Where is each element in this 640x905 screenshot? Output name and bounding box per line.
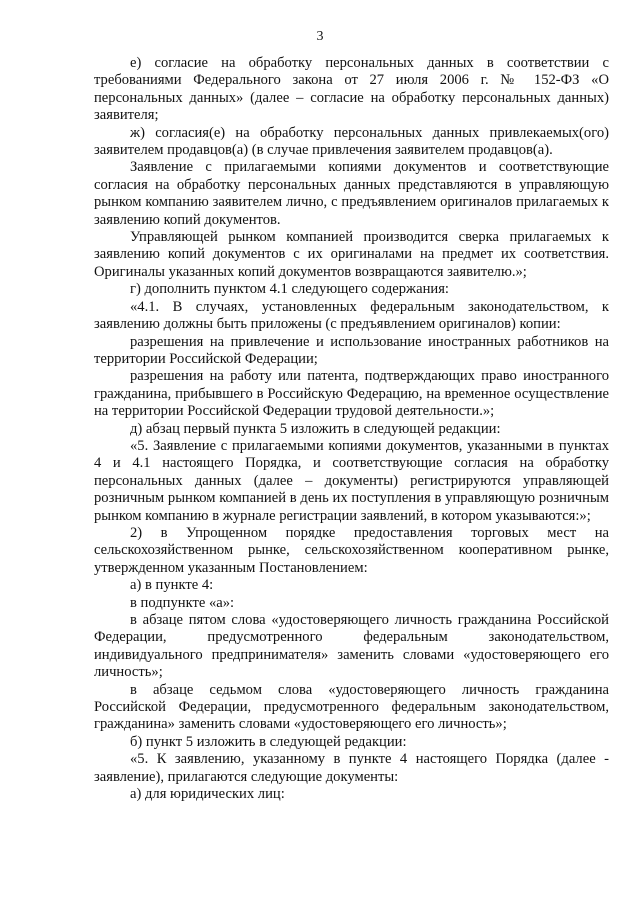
page-number: 3 (316, 29, 324, 44)
paragraph: а) для юридических лиц: (130, 786, 285, 803)
paragraph: Заявление с прилагаемыми копиями документов и соответствующие согласия на обработку персональных данных представляются в управляющую рынком компанию заявителем лично, с предъявлением оригиналов прилагаемых к заявлению копий документов. (94, 159, 609, 228)
paragraph: разрешения на привлечение и использование иностранных работников на территории Российской Федерации; (94, 333, 609, 367)
paragraph: д) абзац первый пункта 5 изложить в следующей редакции: (130, 420, 501, 437)
paragraph: «5. К заявлению, указанному в пункте 4 настоящего Порядка (далее - заявление), прилагаются следующие документы: (94, 751, 609, 785)
paragraph: «5. Заявление с прилагаемыми копиями документов, указанными в пунктах 4 и 4.1 настоящего Порядка, и соответствующие согласия на обработку персональных данных (далее – документы) регистрируются управляющей розничным рынком компанией в день их поступления в управляющую розничным рынком компанию в журнале регистрации заявлений, в котором указываются:»; (94, 437, 609, 524)
paragraph: в подпункте «а»: (130, 594, 235, 611)
paragraph: «4.1. В случаях, установленных федеральным законодательством, к заявлению должны быть приложены (с предъявлением оригиналов) копии: (94, 298, 609, 333)
paragraph: в абзаце пятом слова «удостоверяющего личность гражданина Российской Федерации, предусмотренного федеральным законодательством, индивидуального предпринимателя» заменить словами «удостоверяющего его личность»; (94, 612, 609, 681)
paragraph: ж) согласия(е) на обработку персональных данных привлекаемых(ого) заявителем продавцов(а) (в случае привлечения заявителем продавцов(а). (94, 124, 609, 159)
paragraph: в абзаце седьмом слова «удостоверяющего личность гражданина Российской Федерации, предусмотренного федеральным законодательством, гражданина» заменить словами «удостоверяющего его личность»; (94, 681, 609, 733)
paragraph: 2) в Упрощенном порядке предоставления торговых мест на сельскохозяйственном рынке, сельскохозяйственном кооперативном рынке, утвержденном указанным Постановлением: (94, 524, 609, 576)
paragraph: г) дополнить пунктом 4.1 следующего содержания: (130, 281, 449, 298)
paragraph: б) пункт 5 изложить в следующей редакции: (130, 733, 407, 750)
paragraph: е) согласие на обработку персональных данных в соответствии с требованиями Федерального закона от 27 июля 2006 г. № 152-ФЗ «О персональных данных» (далее – согласие на обработку персональных данных) заявителя; (94, 55, 609, 124)
paragraph: Управляющей рынком компанией производится сверка прилагаемых к заявлению копий документов с их оригиналами на предмет их соответствия. Оригиналы указанных копий документов возвращаются заявителю.»; (94, 229, 609, 280)
paragraph: разрешения на работу или патента, подтверждающих право иностранного гражданина, прибывшего в Российскую Федерацию, на временное осуществление на территории Российской Федерации трудовой деятельности.»; (94, 368, 609, 420)
document-body (94, 55, 609, 803)
paragraph: а) в пункте 4: (130, 577, 214, 594)
